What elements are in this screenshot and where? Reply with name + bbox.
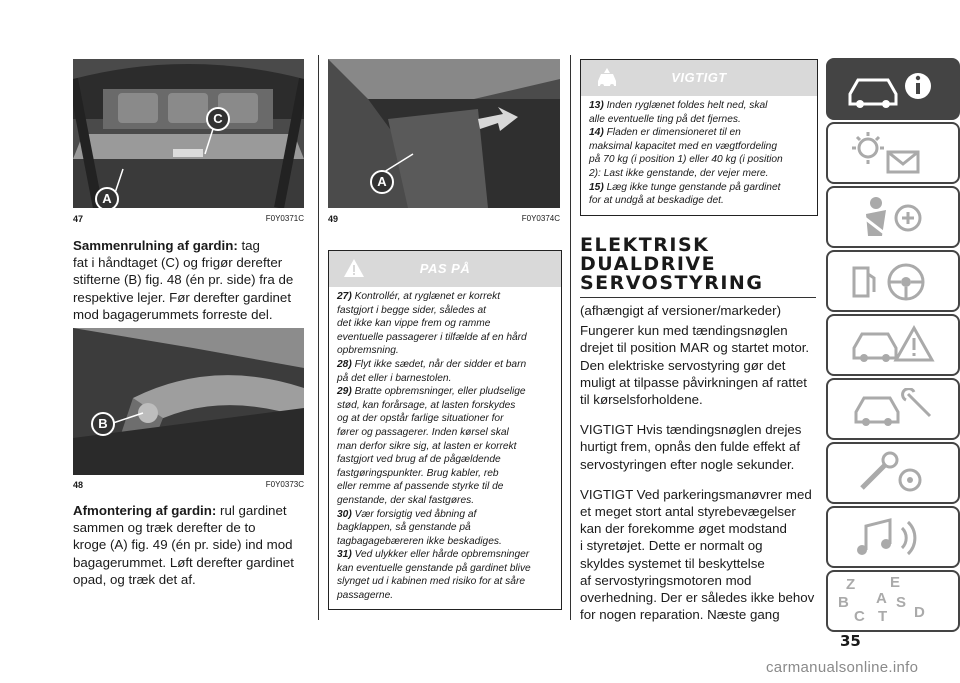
col1-paragraph-2: Afmontering af gardin: rul gardinet sammen og træk derefter de to kroge (A) fig. 49 (én pr. side) ind mod bagagerummet. Løft derefter gardinet opad, og træk det af. bbox=[73, 503, 294, 587]
callout-c: C bbox=[206, 107, 230, 131]
col3-text bbox=[580, 302, 820, 623]
important-header bbox=[581, 60, 817, 96]
section-heading: ELEKTRISK DUALDRIVE SERVOSTYRING bbox=[580, 236, 816, 298]
page-number: 35 bbox=[840, 632, 861, 650]
cargo-area-illustration bbox=[73, 59, 304, 208]
col3-paragraph-2: VIGTIGT Hvis tændingsnøglen drejes hurtigt frem, opnås den fulde effekt af servostyringen efter nogle sekunder. bbox=[580, 422, 802, 472]
callout-b: B bbox=[91, 412, 115, 436]
sidebar-tab-index[interactable] bbox=[826, 570, 960, 632]
note-15: 15) Læg ikke tunge genstande på gardinet for at undgå at beskadige det. bbox=[589, 181, 781, 207]
figure-number: 49 bbox=[328, 214, 339, 224]
figure-code: F0Y0374C bbox=[521, 214, 560, 223]
col3-paragraph-1: Fungerer kun med tændingsnøglen drejet til position MAR og startet motor. Den elektriske servostyring gør det muligt at tilpasse påvirkningen af rattet til kørselsforholdene. bbox=[580, 323, 810, 408]
hook-illustration bbox=[328, 59, 560, 208]
caution-header bbox=[329, 251, 561, 287]
important-title: VIGTIGT bbox=[671, 70, 727, 85]
multimedia-icon bbox=[852, 514, 932, 565]
caution-notes bbox=[329, 287, 561, 603]
note-31: 31) Ved ulykker eller hårde opbremsninger kan eventuelle genstande på gardinet blive slynget ud i kabinen med risiko for at såre passagerne. bbox=[337, 549, 531, 602]
watermark: carmanualsonline.info bbox=[766, 659, 919, 676]
figure-code: F0Y0371C bbox=[265, 214, 304, 223]
car-info-icon bbox=[842, 68, 938, 115]
callout-a: A bbox=[95, 187, 119, 208]
shelf-pin-illustration bbox=[73, 328, 304, 475]
sidebar-tab-service-tools[interactable] bbox=[826, 442, 960, 504]
airbag-seatbelt-icon bbox=[852, 194, 932, 245]
note-29: 29) Bratte opbremsninger, eller pludselige stød, kan forårsage, at lasten forskydes og at der opstår farlige situationer for fører og passagerer. Inden kørsel skal man derfor sikre sig, at lasten er korrekt fastgjort ved brug af de pågældende fastgøringspunkter. Brug kabler, reb eller remme af passende styrke til de genstande, der skal fastgøres. bbox=[337, 386, 526, 506]
sidebar-tab-car-warning[interactable] bbox=[826, 314, 960, 376]
figure-47-caption bbox=[73, 214, 304, 224]
sidebar-tab-multimedia[interactable] bbox=[826, 506, 960, 568]
column-divider bbox=[570, 55, 571, 620]
col3-paragraph-3: VIGTIGT Ved parkeringsmanøvrer med et meget stort antal styrebevægelser kan der forekomme øget modstand i styretøjet. Dette er normalt og skyldes systemet til beskyttelse af servostyringsmotoren mod overhedning. Der er således ikke behov for nogen reparation. Næste gang bbox=[580, 486, 815, 623]
note-27: 27) Kontrollér, at ryglænet er korrekt fastgjort i begge sider, således at det ikke kan vippe frem og ramme eventuelle passagerer i tilfælde af en hård opbremsning. bbox=[337, 291, 527, 357]
important-box bbox=[580, 59, 818, 216]
sidebar-tab-car-info[interactable] bbox=[826, 58, 960, 120]
sidebar-tab-maintenance[interactable] bbox=[826, 378, 960, 440]
figure-47-image bbox=[73, 59, 304, 208]
car-warning-icon bbox=[848, 324, 938, 371]
figure-code: F0Y0373C bbox=[265, 480, 304, 489]
steering-wheel-fuel-icon bbox=[848, 258, 938, 309]
column-divider bbox=[318, 55, 319, 620]
note-14: 14) Fladen er dimensioneret til en maksimal kapacitet med en vægtfordeling på 70 kg (i position 1) eller 40 kg (i position 2): Last ikke genstande, der vejer mere. bbox=[589, 127, 783, 179]
figure-number: 47 bbox=[73, 214, 84, 224]
sidebar-tab-warning-lights[interactable] bbox=[826, 122, 960, 184]
service-tools-icon bbox=[852, 450, 932, 501]
para-heading: Sammenrulning af gardin: bbox=[73, 238, 238, 253]
figure-49-caption bbox=[328, 214, 560, 224]
note-28: 28) Flyt ikke sædet, når der sidder et barn på det eller i barnestolen. bbox=[337, 358, 527, 384]
car-maintenance-icon bbox=[850, 388, 936, 435]
sidebar-tab-steering-fuel[interactable] bbox=[826, 250, 960, 312]
index-letters: Z E A B S C D T bbox=[838, 574, 925, 625]
note-13: 13) Inden ryglænet foldes helt ned, skal alle eventuelle ting på det fjernes. bbox=[589, 100, 768, 125]
intro-text: (afhængigt af versioner/markeder) bbox=[580, 303, 782, 318]
para-heading: Afmontering af gardin: bbox=[73, 503, 217, 518]
caution-title: PAS PÅ bbox=[419, 261, 471, 276]
caution-box bbox=[328, 250, 562, 610]
col1-paragraph-1: Sammenrulning af gardin: tag fat i håndtaget (C) og frigør derefter stifterne (B) fig. 48 (én pr. side) fra de respektive lejer. Før derefter gardinet mod bagagerummets forreste del. bbox=[73, 238, 294, 322]
figure-48-image bbox=[73, 328, 304, 475]
figure-number: 48 bbox=[73, 480, 84, 490]
note-30: 30) Vær forsigtig ved åbning af bagklappen, så genstande på tagbagagebæreren ikke beskadiges. bbox=[337, 508, 502, 547]
warning-lights-icon bbox=[842, 130, 938, 181]
heading-rule bbox=[580, 297, 816, 298]
callout-a: A bbox=[370, 170, 394, 194]
figure-49-image bbox=[328, 59, 560, 208]
important-notes bbox=[581, 96, 817, 208]
figure-48-caption bbox=[73, 480, 304, 490]
sidebar-tab-airbag-seatbelt[interactable] bbox=[826, 186, 960, 248]
